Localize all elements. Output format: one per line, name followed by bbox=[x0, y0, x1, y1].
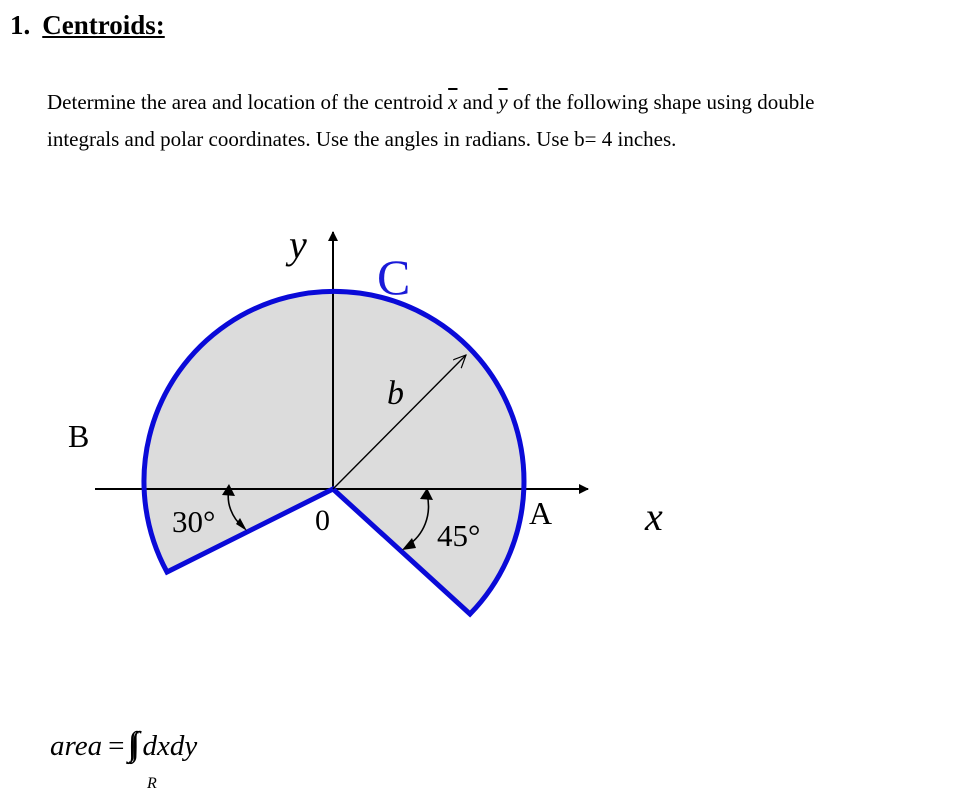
point-a-label: A bbox=[529, 495, 553, 531]
statement-text-a: Determine the area and location of the centroid bbox=[47, 90, 443, 114]
formula-equals: = bbox=[108, 730, 125, 762]
origin-label: 0 bbox=[315, 504, 330, 537]
statement-text-b: and bbox=[462, 90, 494, 114]
radius-label: b bbox=[387, 375, 404, 412]
problem-number: 1. bbox=[10, 10, 31, 40]
problem-statement-line-2: integrals and polar coordinates. Use the angles in radians. Use b= 4 inches. bbox=[47, 127, 677, 151]
xbar-symbol: $\overline{x}$ bbox=[448, 90, 458, 114]
formula-integrand: dxdy bbox=[142, 730, 198, 762]
ybar-symbol: $\overline{y}$ bbox=[498, 90, 508, 114]
point-c-label: C bbox=[377, 249, 411, 305]
angle-45-label: 45° bbox=[437, 518, 481, 553]
point-b-label: B bbox=[68, 418, 90, 454]
y-axis-label: y bbox=[289, 222, 307, 267]
angle-30-label: 30° bbox=[172, 504, 216, 539]
x-axis-label: x bbox=[645, 494, 663, 539]
formula-lhs: area bbox=[50, 730, 103, 762]
problem-title: Centroids: bbox=[42, 10, 165, 40]
integration-region-label: R bbox=[147, 775, 157, 792]
area-formula bbox=[50, 726, 197, 764]
statement-text-c: of the following shape using double bbox=[512, 90, 815, 114]
